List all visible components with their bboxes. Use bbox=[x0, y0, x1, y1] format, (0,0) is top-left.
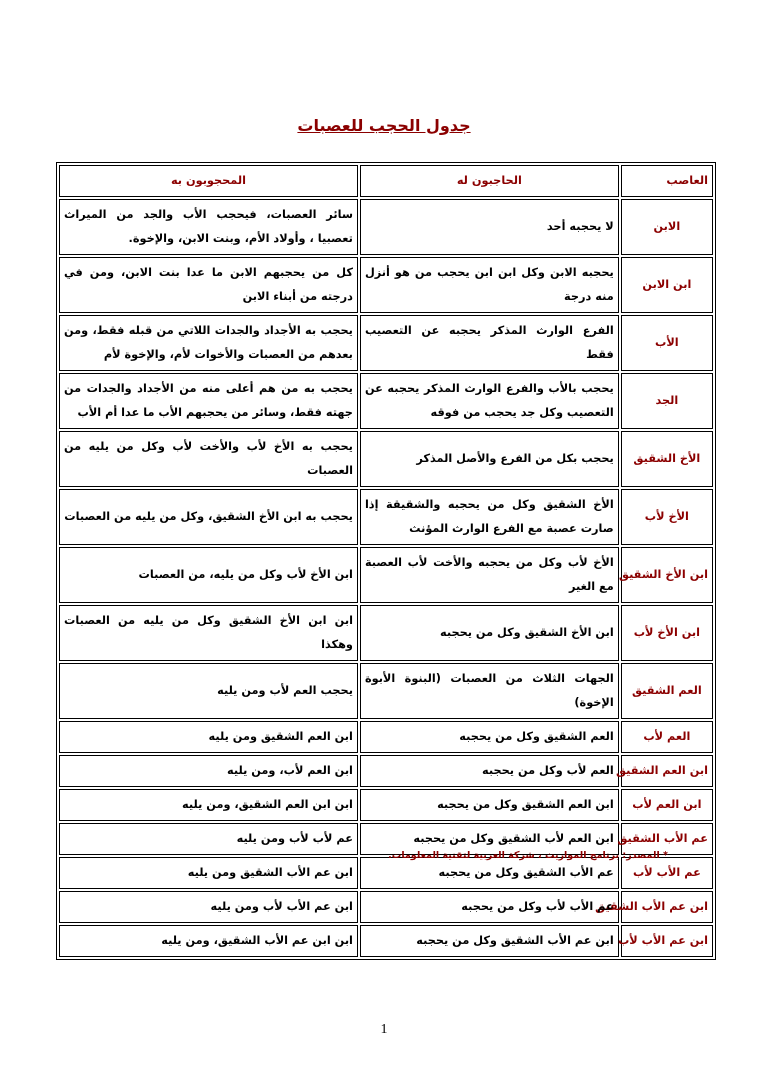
mahjub-cell: سائر العصبات، فيحجب الأب والجد من الميراث تعصبيا ، وأولاد الأم، وبنت الابن، والإخوة. bbox=[59, 199, 358, 255]
hajib-cell: يحجبه الابن وكل ابن ابن يحجب من هو أنزل منه درجة bbox=[360, 257, 619, 313]
mahjub-cell: عم لأب لأب ومن يليه bbox=[59, 823, 358, 855]
mahjub-cell: يحجب به ابن الأخ الشقيق، وكل من يليه من العصبات bbox=[59, 489, 358, 545]
table-row bbox=[59, 721, 713, 753]
asib-cell: ابن عم الأب الشقيق bbox=[621, 891, 713, 923]
asib-cell: ابن الأخ الشقيق bbox=[621, 547, 713, 603]
header-asib: العاصب bbox=[621, 165, 713, 197]
mahjub-cell: ابن ابن عم الأب الشقيق، ومن يليه bbox=[59, 925, 358, 957]
mahjub-cell: ابن العم لأب، ومن يليه bbox=[59, 755, 358, 787]
table-row bbox=[59, 605, 713, 661]
hajib-cell: يحجب بكل من الفرع والأصل المذكر bbox=[360, 431, 619, 487]
mahjub-cell: ابن العم الشقيق ومن يليه bbox=[59, 721, 358, 753]
table-row bbox=[59, 257, 713, 313]
table-row bbox=[59, 547, 713, 603]
mahjub-cell: ابن عم الأب لأب ومن يليه bbox=[59, 891, 358, 923]
table-row bbox=[59, 857, 713, 889]
table-row bbox=[59, 925, 713, 957]
mahjub-cell: ابن ابن الأخ الشقيق وكل من يليه من العصبات وهكذا bbox=[59, 605, 358, 661]
hajib-cell: ابن عم الأب الشقيق وكل من يحجبه bbox=[360, 925, 619, 957]
source-note: * المصدر: برنامج المواريث ، شركة العربية لتقنية المعلومات. bbox=[388, 850, 668, 861]
table-row bbox=[59, 199, 713, 255]
table-row bbox=[59, 755, 713, 787]
asib-cell: ابن العم لأب bbox=[621, 789, 713, 821]
hajib-cell: العم الشقيق وكل من يحجبه bbox=[360, 721, 619, 753]
hajib-cell: العم لأب وكل من يحجبه bbox=[360, 755, 619, 787]
table-row bbox=[59, 315, 713, 371]
header-mahjub: المحجوبون به bbox=[59, 165, 358, 197]
mahjub-cell: يحجب به من هم أعلى منه من الأجداد والجدات من جهته فقط، وسائر من يحجبهم الأب ما عدا أم الأب bbox=[59, 373, 358, 429]
asib-cell: عم الأب لأب bbox=[621, 857, 713, 889]
mahjub-cell: كل من يحجبهم الابن ما عدا بنت الابن، ومن في درجته من أبناء الابن bbox=[59, 257, 358, 313]
asib-cell: ابن عم الأب لأب bbox=[621, 925, 713, 957]
hajib-cell: الأخ الشقيق وكل من يحجبه والشقيقة إذا صارت عصبة مع الفرع الوارث المؤنث bbox=[360, 489, 619, 545]
table-header-row bbox=[59, 165, 713, 197]
hajib-cell: عم الأب لأب وكل من يحجبه bbox=[360, 891, 619, 923]
mahjub-cell: يحجب به الأجداد والجدات اللاتي من قبله فقط، ومن بعدهم من العصبات والأخوات لأم، والإخوة لأم bbox=[59, 315, 358, 371]
hajib-cell: عم الأب الشقيق وكل من يحجبه bbox=[360, 857, 619, 889]
hajib-cell: لا يحجبه أحد bbox=[360, 199, 619, 255]
table-row bbox=[59, 489, 713, 545]
hajib-cell: يحجب بالأب والفرع الوارث المذكر يحجبه عن التعصيب وكل جد يحجب من فوقه bbox=[360, 373, 619, 429]
asib-cell: الابن bbox=[621, 199, 713, 255]
hajib-cell: ابن العم الشقيق وكل من يحجبه bbox=[360, 789, 619, 821]
table-row bbox=[59, 891, 713, 923]
page-number: 1 bbox=[380, 1022, 388, 1037]
mahjub-cell: ابن ابن العم الشقيق، ومن يليه bbox=[59, 789, 358, 821]
asib-cell: العم الشقيق bbox=[621, 663, 713, 719]
asib-cell: الأخ لأب bbox=[621, 489, 713, 545]
hajib-cell: ابن الأخ الشقيق وكل من يحجبه bbox=[360, 605, 619, 661]
table-row bbox=[59, 663, 713, 719]
mahjub-cell: ابن الأخ لأب وكل من يليه، من العصبات bbox=[59, 547, 358, 603]
table-row bbox=[59, 373, 713, 429]
asib-cell: ابن العم الشقيق bbox=[621, 755, 713, 787]
asib-cell: الجد bbox=[621, 373, 713, 429]
asib-cell: الأخ الشقيق bbox=[621, 431, 713, 487]
asib-cell: عم الأب الشقيق bbox=[621, 823, 713, 855]
table-row bbox=[59, 431, 713, 487]
mahjub-cell: يحجب العم لأب ومن يليه bbox=[59, 663, 358, 719]
hajib-cell: الأخ لأب وكل من يحجبه والأخت لأب العصبة مع الغير bbox=[360, 547, 619, 603]
asib-cell: ابن الابن bbox=[621, 257, 713, 313]
table-row bbox=[59, 789, 713, 821]
asib-cell: ابن الأخ لأب bbox=[621, 605, 713, 661]
asib-cell: الأب bbox=[621, 315, 713, 371]
mahjub-cell: يحجب به الأخ لأب والأخت لأب وكل من يليه من العصبات bbox=[59, 431, 358, 487]
asib-cell: العم لأب bbox=[621, 721, 713, 753]
header-hajib: الحاجبون له bbox=[360, 165, 619, 197]
hajib-cell: الفرع الوارث المذكر يحجبه عن التعصيب فقط bbox=[360, 315, 619, 371]
page-title: جدول الحجب للعصبات bbox=[297, 116, 471, 135]
hajib-cell: ابن العم لأب الشقيق وكل من يحجبه bbox=[360, 823, 619, 855]
hajb-table bbox=[56, 162, 716, 960]
hajib-cell: الجهات الثلاث من العصبات (البنوة الأبوة الإخوة) bbox=[360, 663, 619, 719]
mahjub-cell: ابن عم الأب الشقيق ومن يليه bbox=[59, 857, 358, 889]
